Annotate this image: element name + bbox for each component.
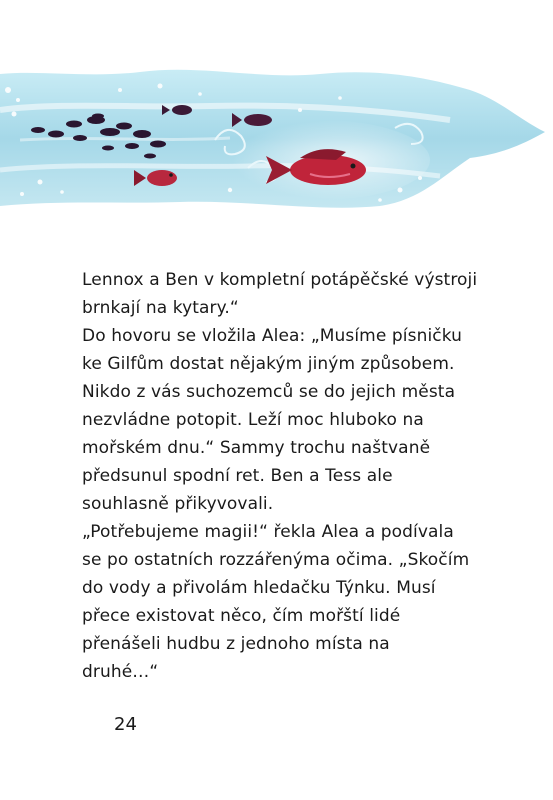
- story-paragraph: [82, 266, 502, 686]
- text-line: ke Gilfům dostat nějakým jiným způsobem.: [82, 354, 455, 374]
- underwater-fish-illustration: [0, 50, 553, 240]
- text-line: souhlasně přikyvovali.: [82, 494, 274, 514]
- text-line: předsunul spodní ret. Ben a Tess ale: [82, 466, 393, 486]
- text-line: přenášeli hudbu z jednoho místa na: [82, 634, 390, 654]
- text-line: Do hovoru se vložila Alea: „Musíme písničku: [82, 326, 463, 346]
- text-line: „Potřebujeme magii!“ řekla Alea a podívala: [82, 522, 454, 542]
- text-line: Lennox a Ben v kompletní potápěčské výstroji: [82, 270, 478, 290]
- text-line: brnkají na kytary.“: [82, 298, 239, 318]
- text-line: nezvládne potopit. Leží moc hluboko na: [82, 410, 424, 430]
- text-line: mořském dnu.“ Sammy trochu naštvaně: [82, 438, 431, 458]
- text-line: Nikdo z vás suchozemců se do jejich města: [82, 382, 456, 402]
- page-number: 24: [114, 714, 137, 735]
- text-line: druhé…“: [82, 662, 159, 682]
- text-line: se po ostatních rozzářenýma očima. „Skočím: [82, 550, 470, 570]
- text-line: do vody a přivolám hledačku Týnku. Musí: [82, 578, 436, 598]
- text-line: přece existovat něco, čím mořští lidé: [82, 606, 401, 626]
